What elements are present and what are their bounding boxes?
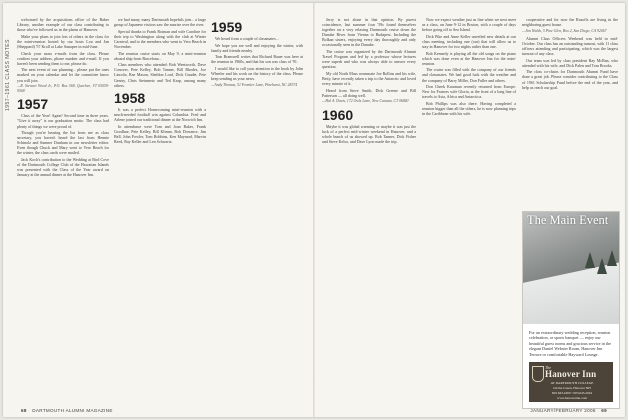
paragraph: In attendance were Tom and Joan Baker, Frank Goodhue, Pete Kelley, Bill Klimm, Bob Dorrance, Jim Bell, John Fowler, Tom Robbins, Ken Maynard, Marvin Reed, Ray Keller and Len Schwartz. (114, 123, 206, 144)
snowy-landscape-photo (523, 212, 619, 324)
paragraph: Jerry is not alone in that opinion. By purest coincidence, last summer four '59s found themselves together on a very relaxing Dartmouth cruise down the Danube River from Vienna to Budapest. Including the Bolkan sisters, enjoying every day thoroughly and only occasionally seen in the Danube. (322, 17, 416, 48)
author-signature: —R. Stewart Wood Jr., P.O. Box 568, Quechee, VT 05059-0568 (17, 84, 109, 94)
paragraph: The reunion cruise starts on May 9, a mini-reunion aboard ship from Barcelona... (114, 50, 206, 61)
issue-date: JANUARY/FEBRUARY 2006 (530, 408, 596, 413)
paragraph: Our team was led by class president Ray McRan, who attended with his wife, and Dick Palen and Tom Brooks. (522, 57, 618, 68)
hanover-inn-logo (529, 362, 613, 402)
class-year-heading: 1960 (322, 106, 354, 123)
paragraph: Don Cheek Kautman recently returned from Europe. New for Frances wife Gloria, at the front of a long line of travels to Asia, Africa and Antarctica. (422, 84, 516, 100)
section-tab: 1957–1961 CLASS NOTES (5, 39, 11, 111)
paragraph: Class of the Year! Again! Second time in three years. "Give it away" is our graduation motto. The class had plenty of things we were proud of. (17, 113, 109, 129)
paragraph: Special thanks to Frank Rotman and wife Caroline for their trip to Washington along with the club at Winter Carnival, and to the members who went to Vero Beach in November. (114, 28, 206, 49)
paragraph: We hope you are well and enjoying the winter, with family and friends nearby. (211, 42, 303, 53)
right-page (314, 3, 625, 417)
paragraph: The next event of our planning... please put the ones marked on your calendar and let the committee know you will join. (17, 67, 109, 83)
author-signature: —Andy Thomas, 51 Frontier Lane, Pinehurst, NC 28374 (211, 82, 298, 87)
right-folio (530, 408, 611, 413)
paragraph: Jack Koch's contribution to the Wedding at Bird Cove of the Dartmouth College Club of the Hawaiian Islands was presented with the Class of the Year award on January at the annual dinner at the Hanover Inn. (17, 157, 109, 178)
paragraph: The cruise was organized by the Dartmouth Alumni Travel Program and led by a professor whose lectures were superb and who was always able to answer every question. (322, 49, 416, 70)
logo-name: Hanover Inn (545, 369, 597, 379)
logo-phone: 603.643.4300 • 603.643.2924 (551, 391, 593, 395)
paragraph: I would like to call your attention to the book by John Wheeler and his work on the history of the class. Please keep sending us your news. (211, 65, 303, 82)
logo-the: The (545, 365, 551, 370)
paragraph: Heard from Steve Smith, Dick Greene and Bill Patterson — all doing well. (322, 87, 416, 98)
class-year-heading: 1959 (211, 19, 243, 35)
paragraph: Maybe it was global warming or maybe it was just the luck of a perfect mid-winter weekend in Hanover, and a whole bunch of us showed up. Bob Tanner, Dick Fisher and Steve Kelso, and Dave Lyon made the trip. (322, 123, 416, 144)
paragraph: My old North Mass roommate Joe Rollins and his wife, Betty, have recently taken a trip to the Antarctic and loved every minute of it. (322, 70, 416, 87)
page-number: 68 (21, 408, 27, 413)
paragraph: Check your mass e-mails from the class. Please confirm your address, phone number and e-mail. If you haven't been sending them to me, please do. (17, 50, 109, 66)
paragraph: Alumni Class Officers Weekend was held in mid-October. Our class has an outstanding turnout, with 11 class officers attending and participating, which was the largest turnout of any class. (522, 35, 618, 57)
class-year-heading: 1958 (114, 89, 146, 106)
paragraph: Class members who attended: Bob Wentworth, Dave Conover, Pete Kelley, Bob Tanner, Bill Rhodes, Joe Lincoln, Rae Mason, Sheldon Lord, Dick Gaudet, Pete Gentry, Chris Steinmetz and Ted Karp, among many others. (114, 62, 206, 88)
right-column-1 (322, 17, 416, 401)
ad-headline: The Main Event (527, 213, 609, 227)
author-signature: —Hal A. Davis, 172 Owls Lane, New Canaan, CT 06840 (322, 99, 409, 104)
paragraph: The cruise was filled with the company of our friends and classmates. We had good luck with the weather and the company of Barry Miller, Don Fuller and others. (422, 67, 516, 83)
hanover-inn-advertisement (522, 211, 620, 409)
paragraph: We heard from a couple of classmates... (215, 36, 279, 41)
ad-body-text: For an extraordinary wedding reception, reunion celebration, or sports banquet — enjoy our beautiful guest rooms and gracious service in the elegant Daniel Webster Room, Hanover Inn Terrace or comfortable Hayward Lounge. (529, 330, 611, 357)
paragraph: welcomed by the acquisitions office of the Baker Library, another example of our class contributing to those who've followed us in the plains of Hanover. (17, 17, 109, 33)
publication-title: DARTMOUTH ALUMNI MAGAZINE (32, 408, 113, 413)
right-column-3 (522, 17, 618, 207)
paragraph: Bob Phillips was also there. Having completed a reunion bigger than all the others, he is now planning trips in the Caribbean with his wife. (422, 100, 516, 117)
paragraph: Bob Kennedy is playing all the old songs on the piano which was done even at the Hanover Inn for the mini-reunion. (422, 50, 516, 66)
paragraph: The class co-chairs for Dartmouth Alumni Fund have done a great job. Please consider contributing to the Class of 1961 Scholarship Fund before the end of the year, and help us reach our goal. (522, 69, 618, 90)
shield-icon (532, 366, 544, 382)
paragraph: we had many, many Dartmouth hopefuls join... a large group of Japanese visitors saw the sunrise over the river. (114, 17, 206, 28)
left-folio (17, 408, 113, 413)
paragraph: Tom Bramwell writes that Richard Bauer was here at the reunion in 1960s, and that his son was class of '91. (211, 54, 303, 65)
right-column-2 (422, 17, 516, 401)
paragraph: Though you're hearing the list from me as class secretary, you haven't heard the last from Hennie Schinolz and Sumner Dunham in our newsletter editor. Even though Chuck and Mary went to Vero Beach for the winter, the class cards were mailed. (17, 130, 109, 156)
left-column-1 (17, 17, 109, 401)
logo-address: On the Green, Hanover NH (553, 386, 591, 390)
paragraph: Dick Pike and Anne Keller unveiled new details at our class meeting, including one (our) that will allow us to stay in Hanover for two nights rather than one. (422, 33, 516, 49)
paragraph: Now we expect weather just as fine when we next meet as a class, on June 9-12 in Boston, with a couple of days before going off to Sea Island. (422, 17, 516, 33)
left-column-3 (211, 17, 303, 401)
magazine-spread (3, 3, 625, 417)
logo-subtitle: AT DARTMOUTH COLLEGE (550, 381, 594, 385)
author-signature: —Jim Walsh, 5 Pine Glen, Box 2, San Diego, CA 92067 (522, 28, 607, 33)
left-page (3, 3, 314, 417)
class-year-heading: 1957 (17, 96, 49, 113)
logo-website: www.hanoverinn.com (557, 396, 587, 400)
page-number: 69 (601, 408, 607, 413)
paragraph: Make your plans to join lots of others in the class for the mini-reunion hosted by our hosts Lou and Jan (Sheppard) '57 Kroll at Lake Sunapee in mid-June. (17, 33, 109, 49)
left-column-2 (114, 17, 206, 401)
paragraph: cooperative and for now the Rusoffs are living in the neighboring guest house. (522, 17, 618, 28)
paragraph: It was a perfect Homecoming mini-reunion with a much-needed football win against Columbia. Fred and Arlene joined our traditional dinner at the Norwich Inn. (114, 106, 206, 122)
